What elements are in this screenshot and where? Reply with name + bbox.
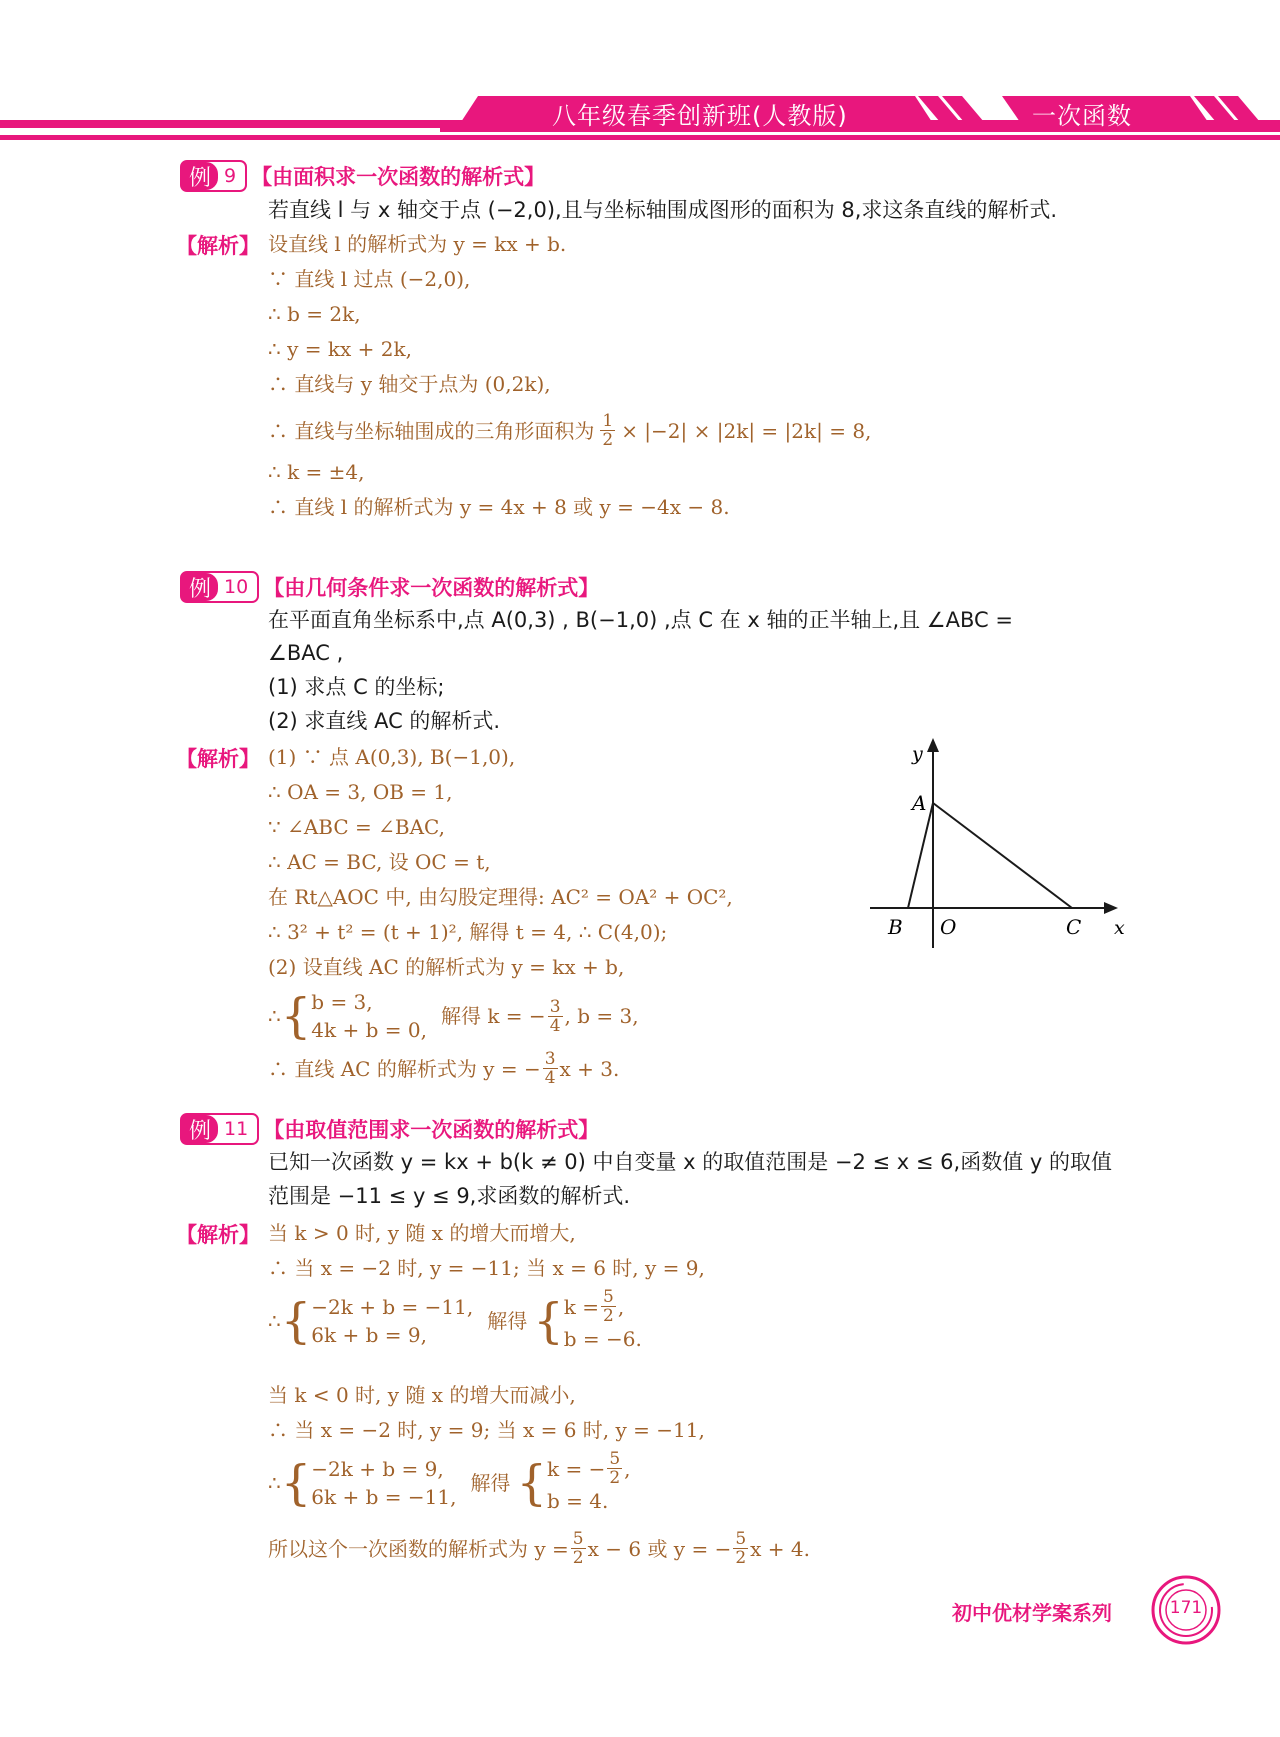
- sol-text: ∴ 直线与坐标轴围成的三角形面积为: [268, 418, 595, 443]
- x-axis-arrow: [1104, 902, 1118, 914]
- fraction-one-half: $\frac{1}{2}$: [602, 411, 614, 450]
- example-badge: [180, 571, 259, 603]
- header-title: 八年级春季创新班(人教版): [552, 102, 848, 130]
- equation: −2k + b = −11,: [311, 1294, 474, 1319]
- sol-text: 解得: [487, 1308, 528, 1333]
- x-label: x: [1114, 917, 1125, 939]
- sol-line: 设直线 l 的解析式为 y = kx + b.: [268, 232, 567, 256]
- sol-text: x + 4.: [750, 1536, 811, 1561]
- solution-tag: 【解析】: [176, 1223, 260, 1247]
- equation-system: [311, 1455, 456, 1511]
- example-label: 例: [182, 1115, 218, 1143]
- left-brace: {: [533, 1292, 564, 1349]
- example-9-heading: [180, 158, 545, 194]
- equation: 6k + b = −11,: [311, 1484, 457, 1509]
- equation-system: [311, 1293, 473, 1349]
- solution-tag: 【解析】: [176, 234, 260, 258]
- coordinate-figure: [860, 738, 1125, 960]
- sol-line: ∴ OA = 3, OB = 1,: [268, 780, 453, 804]
- fraction-five-halves: $\frac{5}{2}$: [609, 1449, 621, 1488]
- sol-text: 解得 k = −: [440, 1004, 546, 1028]
- question-line: ∠BAC ,: [268, 641, 344, 665]
- sol-line: ∵ 直线 l 过点 (−2,0),: [268, 267, 471, 291]
- point-label-O: O: [940, 915, 957, 939]
- equation: 6k + b = 9,: [311, 1322, 427, 1347]
- sol-text: 解得: [470, 1470, 511, 1495]
- equation: b = 3,: [311, 990, 373, 1014]
- sol-line: ∴ 3² + t² = (t + 1)², 解得 t = 4, ∴ C(4,0);: [268, 920, 668, 944]
- equation: b = −6.: [563, 1327, 642, 1351]
- segment-BA: [908, 803, 933, 908]
- example-title: 【由面积求一次函数的解析式】: [251, 165, 546, 189]
- equation: −2k + b = 9,: [311, 1456, 444, 1481]
- sol-line: ∴ 当 x = −2 时, y = −11; 当 x = 6 时, y = 9,: [268, 1256, 705, 1280]
- sol-system-line: ∴ { −2k + b = 9, 6k + b = −11, 解得 { k = − $\frac{5}{2}$ , b = 4.: [268, 1449, 631, 1513]
- y-label: y: [912, 743, 923, 765]
- sol-line: (2) 设直线 AC 的解析式为 y = kx + b,: [268, 955, 625, 979]
- sol-line: [268, 1050, 619, 1087]
- left-brace: {: [280, 1454, 312, 1511]
- equation-system: k = − $\frac{5}{2}$ , b = 4.: [546, 1449, 631, 1513]
- question-line: 在平面直角坐标系中,点 A(0,3) , B(−1,0) ,点 C 在 x 轴的正半轴上,且 ∠ABC =: [268, 608, 1013, 632]
- sol-text: x + 3.: [559, 1056, 620, 1081]
- sol-line: ∴ 直线与 y 轴交于点为 (0,2k),: [268, 372, 551, 396]
- equation-system: k = $\frac{5}{2}$ , b = −6.: [563, 1287, 642, 1351]
- point-label-A: A: [912, 791, 927, 815]
- question-line: (2) 求直线 AC 的解析式.: [268, 709, 501, 733]
- example-number: 11: [224, 1118, 249, 1140]
- solution-tag: 【解析】: [176, 747, 260, 771]
- sol-line: ∴ AC = BC, 设 OC = t,: [268, 850, 491, 874]
- example-title: 【由取值范围求一次函数的解析式】: [263, 1118, 600, 1142]
- example-number: 9: [224, 165, 237, 187]
- sol-line: 在 Rt△AOC 中, 由勾股定理得: AC² = OA² + OC²,: [268, 885, 733, 909]
- fraction-five-halves: $\frac{5}{2}$: [735, 1529, 747, 1568]
- sol-line: ∴ b = 2k,: [268, 302, 361, 326]
- y-axis-arrow: [927, 738, 939, 752]
- example-label: 例: [182, 573, 218, 601]
- sol-text: 所以这个一次函数的解析式为 y =: [268, 1536, 569, 1561]
- sol-line: ∴ 当 x = −2 时, y = 9; 当 x = 6 时, y = −11,: [268, 1418, 705, 1442]
- point-label-C: C: [1066, 915, 1082, 939]
- sol-line: ∴ 直线 l 的解析式为 y = 4x + 8 或 y = −4x − 8.: [268, 495, 730, 519]
- sol-final-line: [268, 1530, 810, 1567]
- example-title: 【由几何条件求一次函数的解析式】: [263, 576, 600, 600]
- sol-text: ∴ 直线 AC 的解析式为 y = −: [268, 1056, 541, 1081]
- example-number: 10: [224, 576, 249, 598]
- sol-line: ∴ k = ±4,: [268, 460, 365, 484]
- example-badge: [180, 1113, 259, 1145]
- sol-text: , b = 3,: [564, 1004, 639, 1028]
- fraction-five-halves: $\frac{5}{2}$: [602, 1287, 614, 1326]
- segment-AC: [933, 803, 1072, 908]
- left-brace: {: [516, 1454, 547, 1511]
- sol-area-line: [268, 412, 871, 449]
- fraction-three-quarters: $\frac{3}{4}$: [544, 1049, 556, 1088]
- sol-line: 当 k > 0 时, y 随 x 的增大而增大,: [268, 1221, 576, 1245]
- equation: k =: [563, 1294, 599, 1319]
- point-label-B: B: [888, 915, 903, 939]
- sol-text: × |−2| × |2k| = |2k| = 8,: [621, 418, 872, 443]
- example-badge: [180, 160, 247, 192]
- example-label: 例: [182, 162, 218, 190]
- example-9-question: 若直线 l 与 x 轴交于点 (−2,0),且与坐标轴围成图形的面积为 8,求这条直线的解析式.: [268, 198, 1058, 222]
- equation: k = −: [546, 1456, 606, 1481]
- header-subject: 一次函数: [1032, 102, 1132, 130]
- example-10-heading: [180, 569, 599, 605]
- sol-line: ∵ ∠ABC = ∠BAC,: [268, 815, 445, 839]
- sol-system-line: ∴ { b = 3, 4k + b = 0, 解得 k = − $\frac{3}{4}$ , b = 3,: [268, 988, 639, 1044]
- sol-line: (1) ∵ 点 A(0,3), B(−1,0),: [268, 745, 516, 769]
- question-line: (1) 求点 C 的坐标;: [268, 675, 445, 699]
- sol-text: x − 6 或 y = −: [587, 1536, 732, 1561]
- equation: b = 4.: [546, 1489, 609, 1513]
- fraction-five-halves: $\frac{5}{2}$: [572, 1529, 584, 1568]
- sol-line: ∴ y = kx + 2k,: [268, 337, 412, 361]
- question-line: 范围是 −11 ≤ y ≤ 9,求函数的解析式.: [268, 1184, 631, 1208]
- example-11-heading: [180, 1111, 599, 1147]
- question-line: 已知一次函数 y = kx + b(k ≠ 0) 中自变量 x 的取值范围是 −2 ≤ x ≤ 6,函数值 y 的取值: [268, 1150, 1112, 1174]
- sol-line: 当 k < 0 时, y 随 x 的增大而减小,: [268, 1383, 576, 1407]
- page-number: 171: [1169, 1598, 1203, 1618]
- equation-system: [311, 988, 427, 1044]
- series-name: 初中优材学案系列: [952, 1601, 1112, 1625]
- left-brace: {: [280, 988, 312, 1044]
- sol-system-line: ∴ { −2k + b = −11, 6k + b = 9, 解得 { k = $\frac{5}{2}$ , b = −6.: [268, 1287, 642, 1351]
- fraction-three-quarters: $\frac{3}{4}$: [549, 996, 561, 1036]
- equation: 4k + b = 0,: [311, 1018, 427, 1042]
- left-brace: {: [280, 1292, 312, 1349]
